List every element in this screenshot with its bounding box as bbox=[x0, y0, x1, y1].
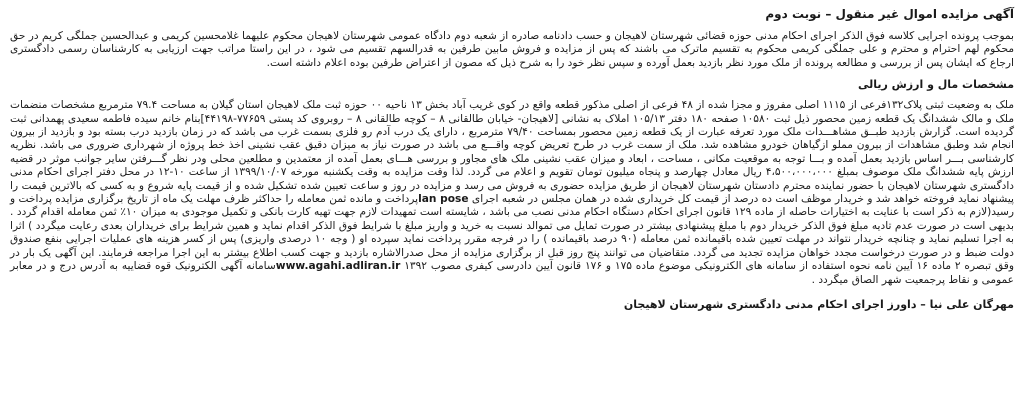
signature-line: مهرگان علی نیا – داورز اجرای احکام مدنی دادگستری شهرستان لاهیجان bbox=[623, 297, 1014, 311]
property-details-text-3: سامانه آگهی الکترونیک قوه قضاییه به آدرس درج و در معابر عمومی و نقاط پرجمعیت شهر الصاق میگردد . bbox=[10, 260, 1014, 286]
notice-website-url[interactable]: www.agahi.adliran.ir bbox=[275, 260, 401, 273]
property-details-text-1: ملک به وضعیت ثبتی پلاک۱۳۲فرعی از ۱۱۱۵ اصلی مفروز و مجزا شده از ۴۸ فرعی از اصلی مذکور قطعه واقع در کوی غریب آباد بخش ۱۳ ناحیه ۰۰ حوزه ثبت ملک لاهیجان استان گیلان به مساحت ۷۹.۴ مترمربع مشخصات منضمات ملک و مالک ششدانگ یک قطعه زمین محصور ذیل ثبت ۱۰۵۸۰ صفحه ۱۸۰ دفتر ۱۰۵/۱۳ املاک به نشانی [لاهیجان- خیابان طالقانی ۸ – کوچه طالقانی ۸ – روبروی کد پستی ۷۷۶۵۹-۴۴۱۹۸]بنام خانم سیده فاطمه سعیدی پهمدانی ثبت گردیده است. گزارش بازدید طبــق مشاهـــدات ملک مورد تعرفه عبارت از یک قطعه زمین محصور بمساحت ۷۹/۴۰ مترمربع ، دارای یک درب آدم رو فلزی بسمت غرب می باشد که در زمان بازدید درب بسته بود و بازدید از بیرون انجام شد وطبق مشاهدات از بیرون مملو ازگیاهان خودرو مشاهده شد. ملک از سمت غرب در طرح تعریض کوچه واقـــع می باشد در صورت نیاز به میزان دقیق عقب نشینی اخذ خط پروژه از شهرداری ضروری می باشد. نظریه کارشناسی بـــر اساس بازدید بعمل آمده و بـــا توجه به موقعیت مکانی ، مساحت ، ابعاد و میزان عقب نشینی ملک های مجاور و بررسی هـــای بعمل آمده از معتمدین و مطلعین محلی ودر نظر گـــرفتن سایر جوانب موثر در قضیه ارزش پایه ششدانگ ملک موصوف بمبلغ ۴،۵۰۰،۰۰۰،۰۰۰ ریال معادل چهارصد و پنجاه میلیون تومان تقویم و اعلام می گردد. لذا وقت مزایده به وقت یکشنبه مورخه ۱۳۹۹/۱۰/۰۷ از ساعت ۱۰-۱۲ در محل دفتر اجرای احکام مدنی دادگستری شهرستان لاهیجان با حضور نماینده محترم دادستان شهرستان لاهیجان از طریق مزایده حضوری به فروش می رسد و مزایده در روز و ساعت تعیین شده تشکیل شده و از قیمت پایه شروع و به کسی که بالاترین قیمت را پیشنهاد نماید فروخته خواهد شد و خریدار موظف است ده درصد از قیمت کل خریداری شده در همان مجلس در شعبه اجرای bbox=[10, 99, 1014, 206]
pos-term: lan pose bbox=[418, 193, 469, 206]
property-details-paragraph bbox=[10, 99, 1014, 287]
property-details-text-2: پرداخت و مانده ثمن معامله را حداکثر ظرف مهلت یک ماه از تاریخ برگزاری مزایده پرداخت و رسید(لازم به ذکر است با عنایت به اختیارات حاصله از ماده ۱۲۹ قانون اجرای احکام دستگاه احکام مدنی نصب می باشد ، شایسته است تمهیدات لازم جهت تهیه کارت بانکی و تکمیل موجودی به میزان ۱۰٪ ثمن معامله اقدام گردد . بدیهی است در صورت عدم تادیه مبلغ فوق الذکر خریدار دوم با مبلغ پیشنهادی بیشتر در صورت تمایل می تموالد نسبت به خرید و واریز مبلغ با شرایط فوق الذکر اقدام نماید و همین شرایط برای خریداران بعدی رعایت میگردد ) اثرا به اجرا تسلیم نماید و چنانچه خریدار نتواند در مهلت تعیین شده باقیمانده ثمن معامله (۹۰ درصد باقیمانده ) را در فرجه مقرر پرداخت نماید سپرده او ( وجه ۱۰ درصدی واریزی) پس از کسر هزینه های عملیات اجرایی بنفع صندوق دولت ضبط و در صورت درخواست مجدد خواهان مزایده تجدید می گردد. متقاضیان می توانند پنج روز قبل از برگزاری مزایده از محل صدرالاشاره بازدید و جهت کسب اطلاع بیشتر به این اجرا مراجعه فرمایند. این آگهی یک بار در وقق تبصره ۲ ماده ۱۶ آیین نامه نحوه استفاده از سامانه های الکترونیکی موضوع ماده ۱۷۵ و ۱۷۶ قانون آیین دادرسی کیفری مصوب ۱۳۹۲ bbox=[10, 193, 1014, 273]
property-section-heading: مشخصات مال و ارزش ریالی bbox=[857, 78, 1014, 92]
notice-title: آگهی مزایده اموال غیر منقول – نوبت دوم bbox=[765, 7, 1014, 21]
intro-paragraph: بموجب پرونده اجرایی کلاسه فوق الذکر اجرای احکام مدنی حوزه قضائی شهرستان لاهیجان و حسب دادنامه صادره از شعبه دوم دادگاه عمومی شهرستان لاهیجان محکوم علیهما غلامحسین کریمی و عبدالحسین جملگی کریم در حق محکوم لهم احترام و محترم و علی جملگی کریمی محکوم به تقسیم ماترک می باشند که پس از مزایده و فروش مابین طرفین به قدرالسهم تقسیم می شود ، در این راستا مراتب جهت ارزیابی به کارشناسان رسمی دادگستری ارجاع که ایشان پس از بررسی و مطالعه پرونده از ملک مورد نظر بازدید بعمل آورده و سپس نظر خود را به شرح ذیل که مصون از اعتراض طرفین بوده اعلام داشته است. bbox=[10, 30, 1014, 69]
